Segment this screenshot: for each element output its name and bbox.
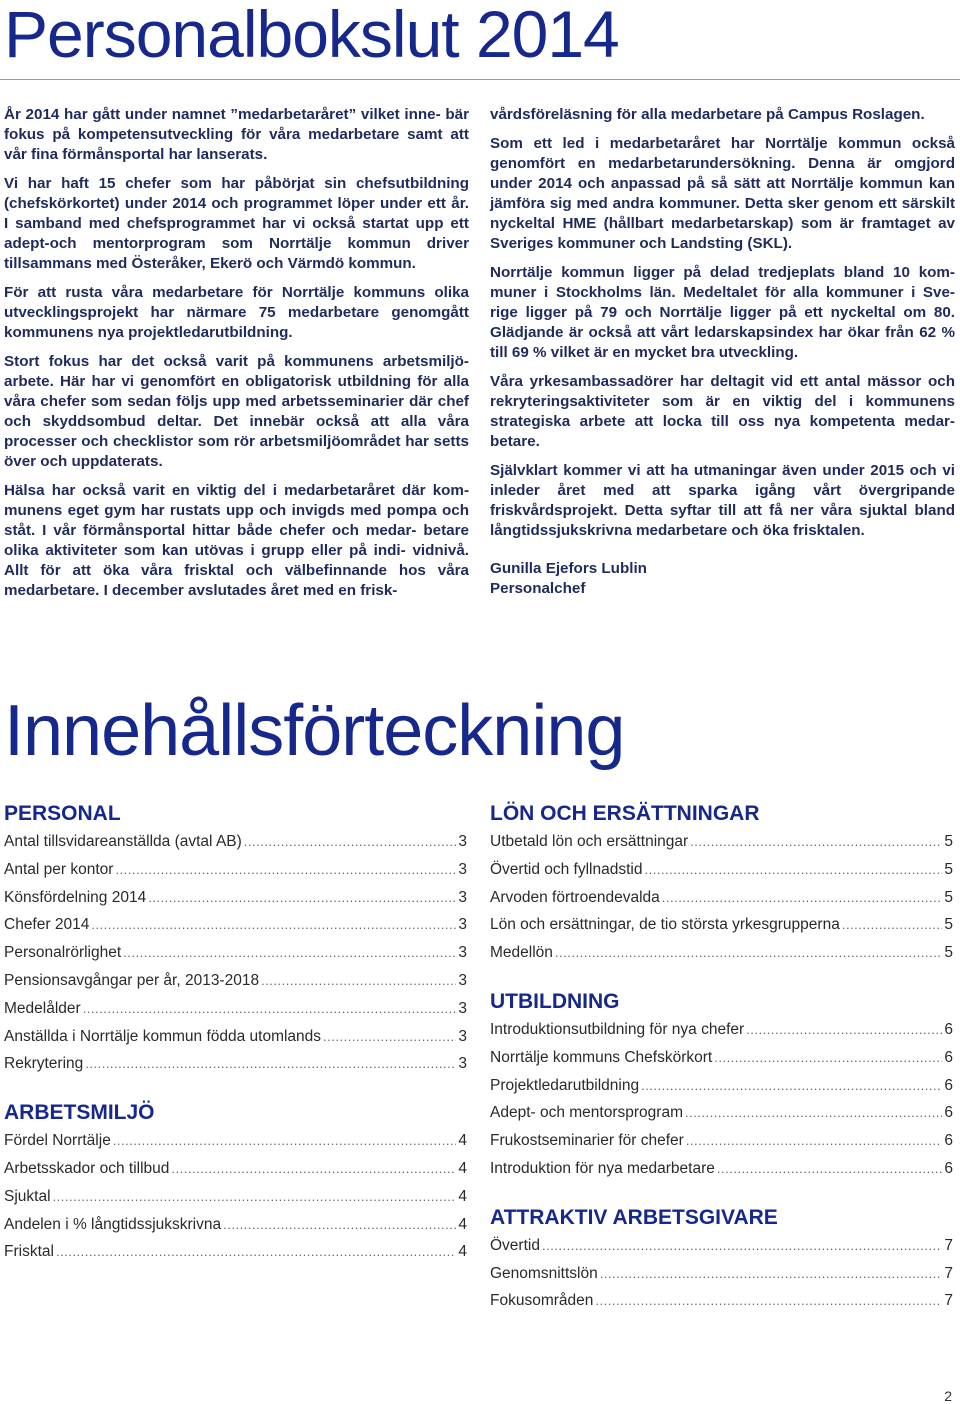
toc-entry-page: 6 — [944, 1076, 953, 1094]
intro-paragraph: År 2014 har gått under namnet ”medarbetaråret” vilket inne- bär fokus på kompetensutveckling för våra medarbetare samt att vår fina förmånsportal har lanserats. — [4, 106, 469, 163]
intro-left-column — [4, 105, 469, 610]
toc-section-arbetsmiljo — [4, 1100, 467, 1271]
intro-paragraph: vårdsföreläsning för alla medarbetare på Campus Roslagen. — [490, 106, 925, 123]
toc-section-lon — [490, 801, 953, 972]
toc-leader-dots — [595, 1292, 942, 1310]
toc-entry[interactable] — [4, 1000, 467, 1028]
toc-entry-page: 4 — [458, 1243, 467, 1261]
toc-leader-dots — [686, 1132, 943, 1150]
toc-leader-dots — [123, 944, 456, 962]
toc-entry[interactable] — [4, 861, 467, 889]
toc-entry-label: Fokusområden — [490, 1292, 594, 1310]
toc-leader-dots — [690, 833, 942, 851]
toc-entry-label: Övertid och fyllnadstid — [490, 860, 643, 878]
toc-entry-label: Introduktion för nya medarbetare — [490, 1159, 715, 1177]
toc-entry[interactable] — [490, 1021, 953, 1049]
toc-entry[interactable] — [4, 833, 467, 861]
toc-entry-label: Frisktal — [4, 1243, 54, 1261]
toc-entry[interactable] — [4, 1243, 467, 1271]
toc-entry[interactable] — [490, 1265, 953, 1293]
toc-entry-page: 6 — [944, 1159, 953, 1177]
toc-entry-page: 3 — [458, 999, 467, 1017]
toc-entry-label: Fördel Norrtälje — [4, 1132, 111, 1150]
toc-leader-dots — [641, 1077, 942, 1095]
toc-entry-label: Könsfördelning 2014 — [4, 888, 147, 906]
toc-entry-page: 3 — [458, 916, 467, 934]
toc-entry-page: 3 — [458, 860, 467, 878]
intro-paragraph: Som ett led i medarbetaråret har Norrtälje kommun också genomfört en medarbetarundersökning. Denna är omgjord under 2014 och anpassad på så sätt att Norrtälje kommun kan jämföra sig med andra kommuner. Detta sker genom ett särskilt nyckeltal HME (hållbart medarbetarskap) som är framtaget av Sveriges kommuner och Landsting (SKL). — [490, 135, 955, 252]
toc-entry[interactable] — [4, 1160, 467, 1188]
toc-entry[interactable] — [490, 944, 953, 972]
toc-section-utbildning — [490, 989, 953, 1188]
toc-leader-dots — [56, 1243, 456, 1261]
toc-section-heading: LÖN OCH ERSÄTTNINGAR — [490, 802, 760, 825]
toc-leader-dots — [91, 916, 456, 934]
toc-entry-label: Norrtälje kommuns Chefskörkort — [490, 1048, 713, 1066]
toc-entry[interactable] — [4, 916, 467, 944]
signature-role: Personalchef — [490, 580, 586, 597]
intro-paragraph: Stort fokus har det också varit på kommunens arbetsmiljö- arbete. Här har vi genomfört en obligatorisk utbildning för alla våra chefer som sedan följs upp med arbetsseminarier där chef och skyddsombud deltar. Det innebär också att alla våra processer och checklistor som rör arbetsmiljöområdet har setts över och uppdaterats. — [4, 353, 469, 470]
toc-leader-dots — [53, 1188, 457, 1206]
toc-leader-dots — [323, 1028, 456, 1046]
toc-leader-dots — [223, 1216, 456, 1234]
toc-section-heading: PERSONAL — [4, 802, 121, 825]
intro-paragraph: Norrtälje kommun ligger på delad tredjeplats bland 10 kom- muner i Stockholms län. Medeltalet för alla kommuner i Sve- rige ligger på 79 och Norrtälje ligger på ett nyckeltal om 80. Glädjande är också att vårt ledarskapsindex har ökar från 62 % till 69 % vilket är en mycket bra utveckling. — [490, 264, 955, 361]
signature-name: Gunilla Ejefors Lublin — [490, 560, 647, 577]
intro-paragraph: Självklart kommer vi att ha utmaningar även under 2015 och vi inleder året med att sparka igång vårt övergripande friskvårdsprojekt. Detta syftar till att få ner våra sjuktal bland långtidssjukskrivna medarbetare och öka frisktalen. — [490, 462, 955, 539]
toc-leader-dots — [85, 1055, 456, 1073]
toc-entry-page: 4 — [458, 1215, 467, 1233]
toc-entry-label: Frukostseminarier för chefer — [490, 1132, 684, 1150]
toc-entry[interactable] — [4, 1055, 467, 1083]
toc-entry-page: 3 — [458, 1055, 467, 1073]
toc-leader-dots — [171, 1160, 456, 1178]
toc-entry-page: 7 — [944, 1264, 953, 1282]
toc-entry-page: 7 — [944, 1236, 953, 1254]
toc-leader-dots — [542, 1237, 942, 1255]
toc-entry-page: 7 — [944, 1292, 953, 1310]
toc-entry-page: 5 — [944, 833, 953, 850]
toc-entry-page: 3 — [458, 971, 467, 989]
toc-entry[interactable] — [490, 861, 953, 889]
toc-leader-dots — [717, 1160, 942, 1178]
toc-leader-dots — [113, 1132, 457, 1150]
intro-paragraph: Vi har haft 15 chefer som har påbörjat sin chefsutbildning (chefskörkortet) under 2014 och programmet löper under ett år. I samband med chefsprogrammet har vi också startat upp ett adept-och mentorprogram som Norrtälje kommun driver tillsammans med Österåker, Ekerö och Värmdö kommun. — [4, 175, 469, 272]
toc-entry-label: Arbetsskador och tillbud — [4, 1159, 170, 1177]
toc-leader-dots — [645, 861, 943, 879]
toc-entry-label: Antal per kontor — [4, 860, 114, 878]
toc-leader-dots — [714, 1049, 942, 1067]
toc-section-heading: ATTRAKTIV ARBETSGIVARE — [490, 1205, 778, 1229]
toc-entry-label: Andelen i % långtidssjukskrivna — [4, 1215, 222, 1233]
toc-entry-label: Pensionsavgångar per år, 2013-2018 — [4, 971, 260, 989]
toc-section-attraktiv — [490, 1205, 953, 1320]
toc-entry-page: 6 — [944, 1020, 953, 1038]
toc-entry-label: Arvoden förtroendevalda — [490, 888, 660, 906]
signature — [490, 559, 955, 599]
toc-leader-dots — [555, 944, 942, 962]
toc-entry-label: Anställda i Norrtälje kommun födda utomlands — [4, 1027, 322, 1045]
page-title: Personalbokslut 2014 — [4, 0, 619, 71]
toc-entry[interactable] — [490, 1104, 953, 1132]
toc-leader-dots — [148, 889, 456, 907]
toc-entry-page: 6 — [944, 1048, 953, 1066]
toc-entry-page: 3 — [458, 1027, 467, 1045]
toc-entry-page: 5 — [944, 888, 953, 906]
toc-entry[interactable] — [490, 1049, 953, 1077]
toc-entry[interactable] — [4, 944, 467, 972]
toc-entry-label: Rekrytering — [4, 1055, 84, 1073]
toc-entry-page: 4 — [458, 1132, 467, 1150]
toc-entry-page: 3 — [458, 888, 467, 906]
toc-entry-page: 5 — [944, 860, 953, 878]
toc-entry-label: Antal tillsvidareanställda (avtal AB) — [4, 833, 242, 850]
toc-entry[interactable] — [4, 1132, 467, 1160]
intro-paragraph: För att rusta våra medarbetare för Norrtälje kommuns olika utvecklingsprojekt har närmare 75 medarbetare genomgått kommunens nya projektledarutbildning. — [4, 284, 469, 341]
toc-leader-dots — [244, 833, 457, 851]
intro-paragraph: Våra yrkesambassadörer har deltagit vid ett antal mässor och rekryteringsaktiviteter som är en viktig del i kommunens strategiska arbete att locka till oss nya kompetenta medar- betare. — [490, 373, 955, 450]
title-divider — [0, 79, 960, 80]
intro-paragraph: Hälsa har också varit en viktig del i medarbetaråret där kom- munens eget gym har rustats upp och invigds med pompa och ståt. I vår förmånsportal hittar både chefer och medar- betare olika aktiviteter som kan utövas i grupp eller på indi- vidnivå. Allt för att öka våra frisktal och välbefinnande hos våra medarbetare. I december avslutades året med en frisk- — [4, 482, 469, 599]
toc-entry[interactable] — [490, 1160, 953, 1188]
toc-entry-label: Medelålder — [4, 999, 81, 1017]
toc-leader-dots — [83, 1000, 457, 1018]
toc-entry-label: Introduktionsutbildning för nya chefer — [490, 1020, 745, 1038]
toc-entry[interactable] — [490, 833, 953, 861]
toc-entry[interactable] — [490, 1132, 953, 1160]
toc-entry-label: Övertid — [490, 1236, 540, 1254]
toc-entry-page: 6 — [944, 1132, 953, 1150]
toc-entry[interactable] — [4, 1188, 467, 1216]
toc-left-column — [4, 801, 467, 1288]
toc-entry-page: 3 — [458, 944, 467, 962]
toc-entry-label: Adept- och mentorsprogram — [490, 1104, 683, 1122]
toc-entry-label: Utbetald lön och ersättningar — [490, 833, 689, 850]
toc-leader-dots — [115, 861, 456, 879]
toc-entry[interactable] — [490, 1237, 953, 1265]
toc-entry-label: Medellön — [490, 944, 553, 962]
toc-entry-label: Projektledarutbildning — [490, 1076, 640, 1094]
toc-leader-dots — [261, 972, 456, 990]
intro-right-column — [490, 105, 955, 599]
toc-entry-page: 3 — [458, 833, 467, 850]
toc-entry[interactable] — [490, 889, 953, 917]
toc-leader-dots — [842, 916, 943, 934]
toc-section-heading: ARBETSMILJÖ — [4, 1101, 155, 1125]
toc-leader-dots — [600, 1265, 943, 1283]
toc-entry-page: 5 — [944, 944, 953, 962]
toc-entry-page: 5 — [944, 916, 953, 934]
toc-entry-label: Personalrörlighet — [4, 944, 122, 962]
toc-entry-label: Lön och ersättningar, de tio största yrkesgrupperna — [490, 916, 840, 934]
toc-right-column — [490, 801, 953, 1337]
toc-entry[interactable] — [490, 1077, 953, 1105]
page-number: 2 — [944, 1388, 952, 1404]
toc-leader-dots — [662, 889, 943, 907]
toc-entry[interactable] — [490, 916, 953, 944]
toc-entry-label: Genomsnittslön — [490, 1264, 598, 1282]
toc-entry-label: Sjuktal — [4, 1187, 51, 1205]
toc-entry[interactable] — [4, 1216, 467, 1244]
toc-entry-page: 4 — [458, 1159, 467, 1177]
toc-entry[interactable] — [4, 972, 467, 1000]
toc-entry-label: Chefer 2014 — [4, 916, 90, 934]
toc-entry[interactable] — [490, 1292, 953, 1320]
toc-entry[interactable] — [4, 1028, 467, 1056]
toc-section-personal — [4, 801, 467, 1083]
toc-title: Innehållsförteckning — [4, 691, 625, 771]
toc-section-heading: UTBILDNING — [490, 989, 620, 1013]
toc-entry-page: 6 — [944, 1104, 953, 1122]
toc-entry[interactable] — [4, 889, 467, 917]
toc-leader-dots — [746, 1021, 942, 1039]
toc-leader-dots — [685, 1104, 942, 1122]
toc-entry-page: 4 — [458, 1187, 467, 1205]
